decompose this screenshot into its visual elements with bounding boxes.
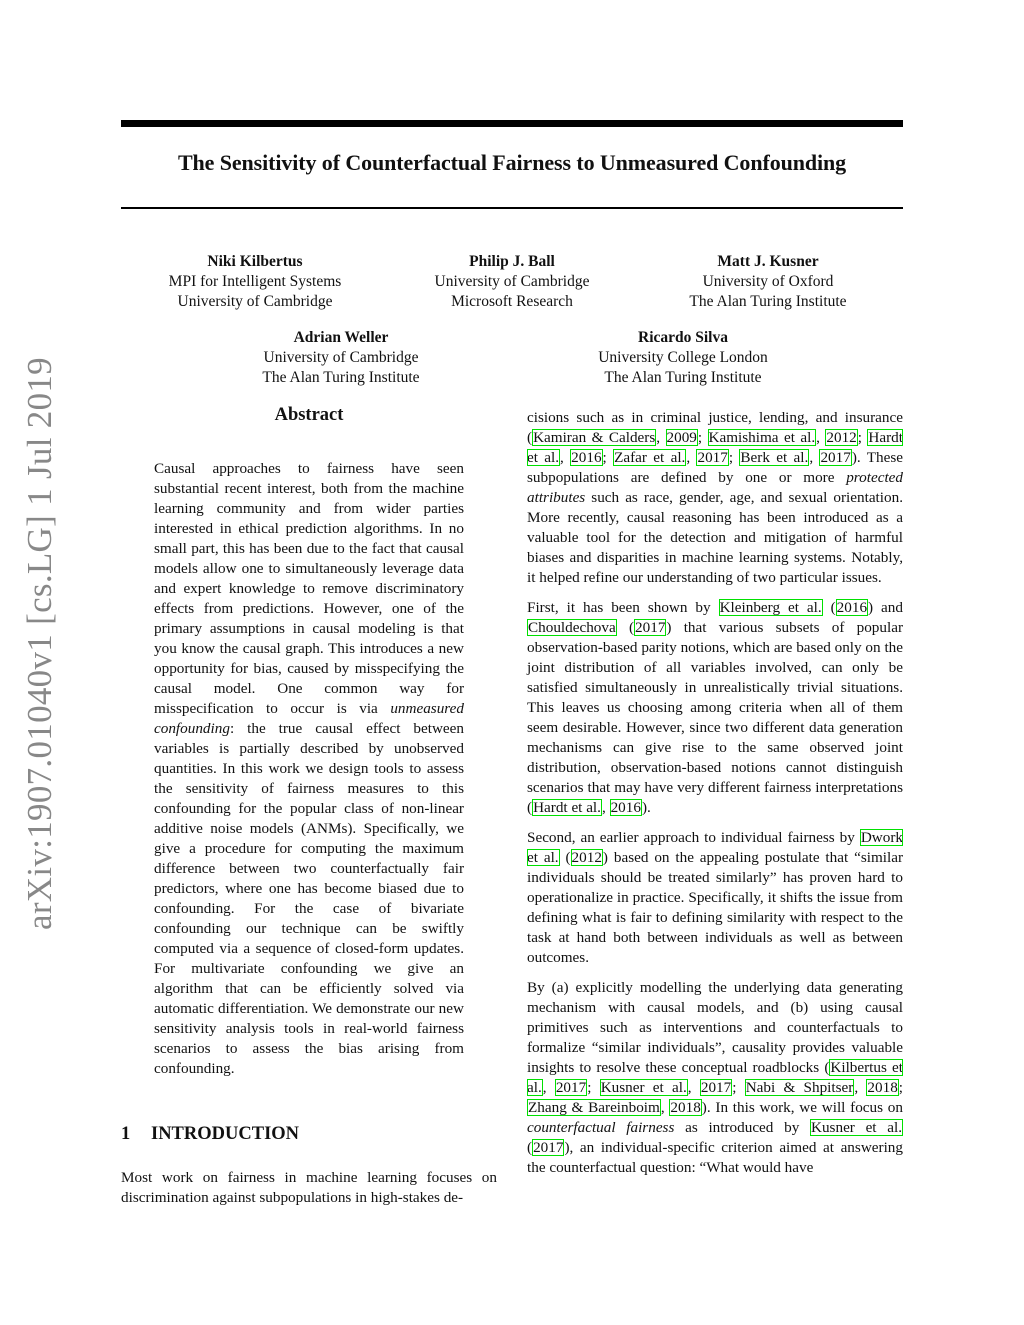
citation-link[interactable]: Kamiran & Calders [533,429,656,446]
author-affiliation: MPI for Intelligent Systems [168,273,342,290]
author-block [226,328,456,388]
citation-link[interactable]: Dwork et al. [527,829,903,866]
citation-link[interactable]: 2012 [826,429,857,446]
citation-link[interactable]: 2016 [836,599,868,616]
abstract-heading: Abstract [274,405,344,425]
citation-link[interactable]: 2012 [571,849,602,866]
author-name: Niki Kilbertus [207,253,303,270]
abstract-body: Causal approaches to fairness have seen substantial recent interest, both from the machine learning community and from wider parties interested in ethical prediction algorithms. In no small part, this has been due to the fact that causal models allow one to simultaneously leverage data and expert knowledge to remove discriminatory effects from predictions. However, one of the primary assumptions in causal modeling is that you know the causal graph. This introduces a new opportunity for bias, caused by misspecifying the causal model. One common way for misspecification to occur is via unmeasured confounding: the true causal effect between variables is partially described by unobserved quantities. In this work we design tools to assess the sensitivity of fairness measures to this confounding for the popular class of non-linear additive noise models (ANMs). Specifically, we give a procedure for computing the maximum difference between two counterfactually fair predictors, where one has become biased due to confounding. For the case of bivariate confounding our technique can be swiftly computed via a sequence of closed-form updates. For multivariate confounding we give an algorithm that can be efficiently solved via automatic differentiation. We demonstrate our new sensitivity analysis tools in real-world fairness scenarios to assess the bias arising from confounding. [154,460,464,1077]
citation-link[interactable]: Kamishima et al. [708,429,816,446]
body-paragraph: By (a) explicitly modelling the underlying data generating mechanism with causal models, and (b) using causal primitives such as interventions and counterfactuals to formalize “similar individuals”, causality provides valuable insights to resolve these conceptual roadblocks (Kilbertus et al., 2017; Kusner et al., 2017; Nabi & Shpitser, 2018; Zhang & Bareinboim, 2018). In this work, we will focus on counterfactual fairness as introduced by Kusner et al. (2017), an individual-specific criterion aimed at answering the counterfactual question: “What would have [527,979,904,1176]
author-name: Philip J. Ball [469,253,555,270]
citation-link[interactable]: 2016 [610,799,641,816]
body-paragraph: Second, an earlier approach to individual fairness by Dwork et al. (2012) based on the appealing postulate that “similar individuals should be treated similarly” has proven hard to operationalize in practice. Specifically, it shifts the issue from defining what is fair to defining similarity with respect to the task at hand both between individuals as well as between outcomes. [527,829,904,966]
citation-link[interactable]: Hardt et al. [527,429,903,466]
author-affiliation: The Alan Turing Institute [604,369,762,386]
citation-link[interactable]: 2016 [571,449,602,466]
citation-link[interactable]: Zafar et al. [614,449,686,466]
citation-link[interactable]: Zhang & Bareinboim [528,1099,660,1116]
body-paragraph: First, it has been shown by Kleinberg et al. (2016) and Chouldechova (2017) that various subsets of popular observation-based parity notions, which are based only on the joint distribution of all variables involved, can only be satisfied simultaneously in unrealistically trivial situations. This leaves us choosing among criteria when all of them seem desirable. However, since two different data generation mechanisms can give rise to the same observed joint distribution, observation-based notions cannot distinguish scenarios that may have very different fairness interpretations (Hardt et al., 2016). [527,599,904,816]
author-affiliation: The Alan Turing Institute [262,369,420,386]
author-block [653,252,883,312]
citation-link[interactable]: 2017 [697,449,728,466]
citation-link[interactable]: 2017 [555,1079,587,1096]
citation-link[interactable]: Kusner et al. [811,1119,902,1136]
citation-link[interactable]: 2009 [666,429,697,446]
author-affiliation: The Alan Turing Institute [689,293,847,310]
author-affiliation: University of Oxford [702,273,834,290]
right-column [527,408,903,1188]
author-affiliation: University of Cambridge [263,349,419,366]
author-affiliation: University of Cambridge [434,273,590,290]
citation-link[interactable]: Kusner et al. [600,1079,687,1096]
citation-link[interactable]: 2017 [635,619,666,636]
author-affiliation: Microsoft Research [451,293,573,310]
paper-title: The Sensitivity of Counterfactual Fairness to Unmeasured Confounding [177,150,847,175]
citation-link[interactable]: 2017 [820,449,851,466]
citation-link[interactable]: 2018 [867,1079,898,1096]
author-name: Matt J. Kusner [717,253,819,270]
arxiv-stamp: arXiv:1907.01040v1 [cs.LG] 1 Jul 2019 [20,357,59,930]
citation-link[interactable]: Kilbertus et al. [527,1059,903,1096]
citation-link[interactable]: Hardt et al. [533,799,601,816]
author-affiliation: University of Cambridge [177,293,333,310]
author-affiliation: University College London [598,349,768,366]
author-name: Ricardo Silva [638,329,728,346]
citation-link[interactable]: Nabi & Shpitser [745,1079,854,1096]
citation-link[interactable]: 2017 [700,1079,732,1096]
intro-paragraph: Most work on fairness in machine learning focuses on discrimination against subpopulations in high-stakes de- [121,1169,497,1206]
citation-link[interactable]: Kleinberg et al. [719,599,822,616]
citation-link[interactable]: 2017 [533,1139,564,1156]
citation-link[interactable]: Berk et al. [740,449,809,466]
citation-link[interactable]: Chouldechova [528,619,616,636]
citation-link[interactable]: 2018 [670,1099,701,1116]
title-rule-bottom [121,207,903,209]
author-block [568,328,798,388]
author-block [397,252,627,312]
author-block [140,252,370,312]
body-paragraph: cisions such as in criminal justice, lending, and insurance (Kamiran & Calders, 2009; Kamishima et al., 2012; Hardt et al., 2016; Zafar et al., 2017; Berk et al., 2017). These subpopulations are defined by one or more protected attributes such as race, gender, age, and sexual orientation. More recently, causal reasoning has been introduced as a valuable tool for the detection and mitigation of harmful biases and disparities in machine learning systems. Notably, it helped refine our understanding of two particular issues. [527,409,903,586]
title-rule-top [121,120,903,127]
section-heading: 1 INTRODUCTION [121,1124,300,1144]
author-name: Adrian Weller [293,329,389,346]
